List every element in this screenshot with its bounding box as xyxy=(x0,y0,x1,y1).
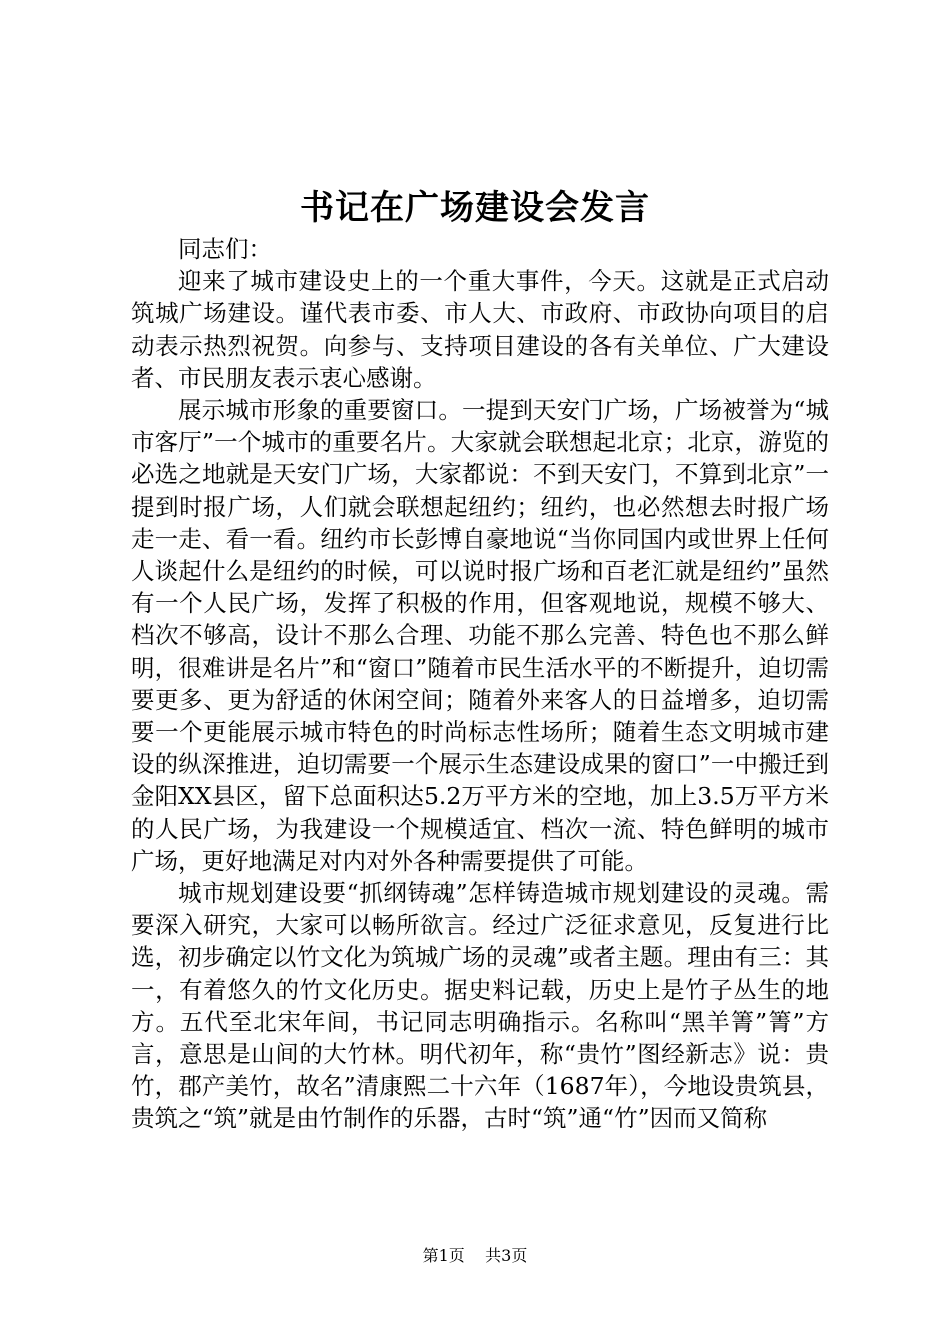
body-paragraph: 迎来了城市建设史上的一个重大事件，今天。这就是正式启动筑城广场建设。谨代表市委、市人大、市政府、市政协向项目的启动表示热烈祝贺。向参与、支持项目建设的各有关单位、广大建设者、市民朋友表示衷心感谢。 xyxy=(131,267,829,392)
salutation-paragraph: 同志们： xyxy=(178,235,272,263)
page-total: 共3页 xyxy=(485,1246,528,1265)
page-footer xyxy=(0,1244,950,1268)
document-body xyxy=(131,233,829,1135)
page-number: 第1页 xyxy=(422,1246,465,1265)
body-paragraph: 展示城市形象的重要窗口。一提到天安门广场，广场被誉为“城市客厅”一个城市的重要名片。大家就会联想起北京；北京，游览的必选之地就是天安门广场，大家都说：不到天安门，不算到北京”一提到时报广场，人们就会联想起纽约；纽约，也必然想去时报广场走一走、看一看。纽约市长彭博自豪地说“当你同国内或世界上任何人谈起什么是纽约的时候，可以说时报广场和百老汇就是纽约”虽然有一个人民广场，发挥了积极的作用，但客观地说，规模不够大、档次不够高，设计不那么合理、功能不那么完善、特色也不那么鲜明，很难讲是名片”和“窗口”随着市民生活水平的不断提升，迫切需要更多、更为舒适的休闲空间；随着外来客人的日益增多，迫切需要一个更能展示城市特色的时尚标志性场所；随着生态文明城市建设的纵深推进，迫切需要一个展示生态建设成果的窗口”一中搬迁到金阳XX县区，留下总面积达5.2万平方米的空地，加上3.5万平方米的人民广场，为我建设一个规模适宜、档次一流、特色鲜明的城市广场，更好地满足对内对外各种需要提供了可能。 xyxy=(131,396,829,875)
body-paragraph: 城市规划建设要“抓纲铸魂”怎样铸造城市规划建设的灵魂。需要深入研究，大家可以畅所欲言。经过广泛征求意见，反复进行比选，初步确定以竹文化为筑城广场的灵魂”或者主题。理由有三：其一，有着悠久的竹文化历史。据史料记载，历史上是竹子丛生的地方。五代至北宋年间，书记同志明确指示。名称叫“黑羊箐”箐”方言，意思是山间的大竹林。明代初年，称“贵竹”图经新志》说：贵竹，郡产美竹，故名”清康熙二十六年（1687年），今地设贵筑县，贵筑之“筑”就是由竹制作的乐器，古时“筑”通“竹”因而又简称 xyxy=(131,879,829,1133)
document-title: 书记在广场建设会发言 xyxy=(300,188,650,228)
footer-spacer xyxy=(470,1246,480,1265)
